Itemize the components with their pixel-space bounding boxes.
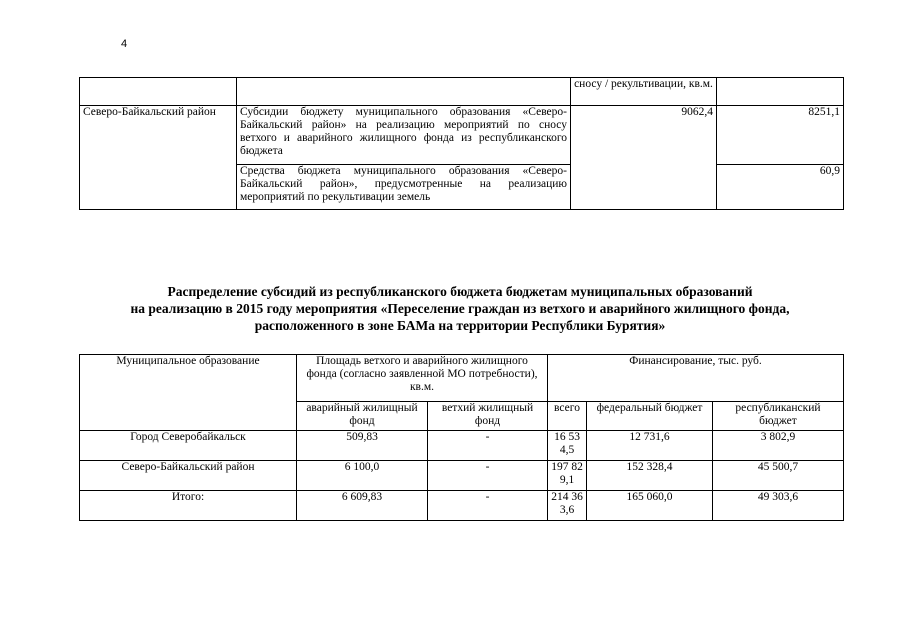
page-title xyxy=(60,283,860,334)
row-name: Северо-Байкальский район xyxy=(80,461,297,491)
subsidy-value: 8251,1 xyxy=(717,106,844,165)
header-emergency: аварийный жилищный фонд xyxy=(297,402,428,431)
table-header-row xyxy=(80,355,844,402)
row-dilapidated: - xyxy=(428,491,548,521)
row-republican: 3 802,9 xyxy=(713,431,844,461)
row-federal: 12 731,6 xyxy=(587,431,713,461)
row-emergency: 6 100,0 xyxy=(297,461,428,491)
table-row xyxy=(80,461,844,491)
table-cell xyxy=(717,78,844,106)
row-total: 16 534,5 xyxy=(548,431,587,461)
funds-description: Средства бюджета муниципального образования «Северо-Байкальский район», предусмотренные на реализацию мероприятий по рекультивации земель xyxy=(237,165,571,210)
page-number: 4 xyxy=(121,38,128,50)
row-federal: 152 328,4 xyxy=(587,461,713,491)
header-federal: федеральный бюджет xyxy=(587,402,713,431)
row-republican: 49 303,6 xyxy=(713,491,844,521)
row-name: Итого: xyxy=(80,491,297,521)
table-header-cell: сносу / рекультивации, кв.м. xyxy=(571,78,717,106)
table-row xyxy=(80,491,844,521)
row-federal: 165 060,0 xyxy=(587,491,713,521)
header-total: всего xyxy=(548,402,587,431)
header-republican: республиканский бюджет xyxy=(713,402,844,431)
district-cell: Северо-Байкальский район xyxy=(80,106,237,210)
title-line: на реализацию в 2015 году мероприятия «Переселение граждан из ветхого и аварийного жилищного фонда, xyxy=(130,301,790,316)
row-name: Город Северобайкальск xyxy=(80,431,297,461)
row-emergency: 509,83 xyxy=(297,431,428,461)
header-area: Площадь ветхого и аварийного жилищного фонда (согласно заявленной МО потребности), кв.м. xyxy=(297,355,548,402)
row-total: 197 829,1 xyxy=(548,461,587,491)
table-row xyxy=(80,431,844,461)
funds-value: 60,9 xyxy=(717,165,844,210)
title-line: расположенного в зоне БАМа на территории Республики Бурятия» xyxy=(254,318,666,333)
subsidy-table-continued xyxy=(79,77,844,210)
header-municipality: Муниципальное образование xyxy=(80,355,297,431)
distribution-table xyxy=(79,354,844,521)
header-dilapidated: ветхий жилищный фонд xyxy=(428,402,548,431)
area-value: 9062,4 xyxy=(571,106,717,210)
table-row xyxy=(80,78,844,106)
table-cell xyxy=(237,78,571,106)
table-cell xyxy=(80,78,237,106)
row-dilapidated: - xyxy=(428,431,548,461)
header-financing: Финансирование, тыс. руб. xyxy=(548,355,844,402)
title-line: Распределение субсидий из республиканского бюджета бюджетам муниципальных образований xyxy=(167,284,753,299)
row-emergency: 6 609,83 xyxy=(297,491,428,521)
row-republican: 45 500,7 xyxy=(713,461,844,491)
subsidy-description: Субсидии бюджету муниципального образования «Северо-Байкальский район» на реализацию мероприятий по сносу ветхого и аварийного жилищного фонда из республиканского бюджета xyxy=(237,106,571,165)
row-total: 214 363,6 xyxy=(548,491,587,521)
table-row xyxy=(80,106,844,165)
row-dilapidated: - xyxy=(428,461,548,491)
